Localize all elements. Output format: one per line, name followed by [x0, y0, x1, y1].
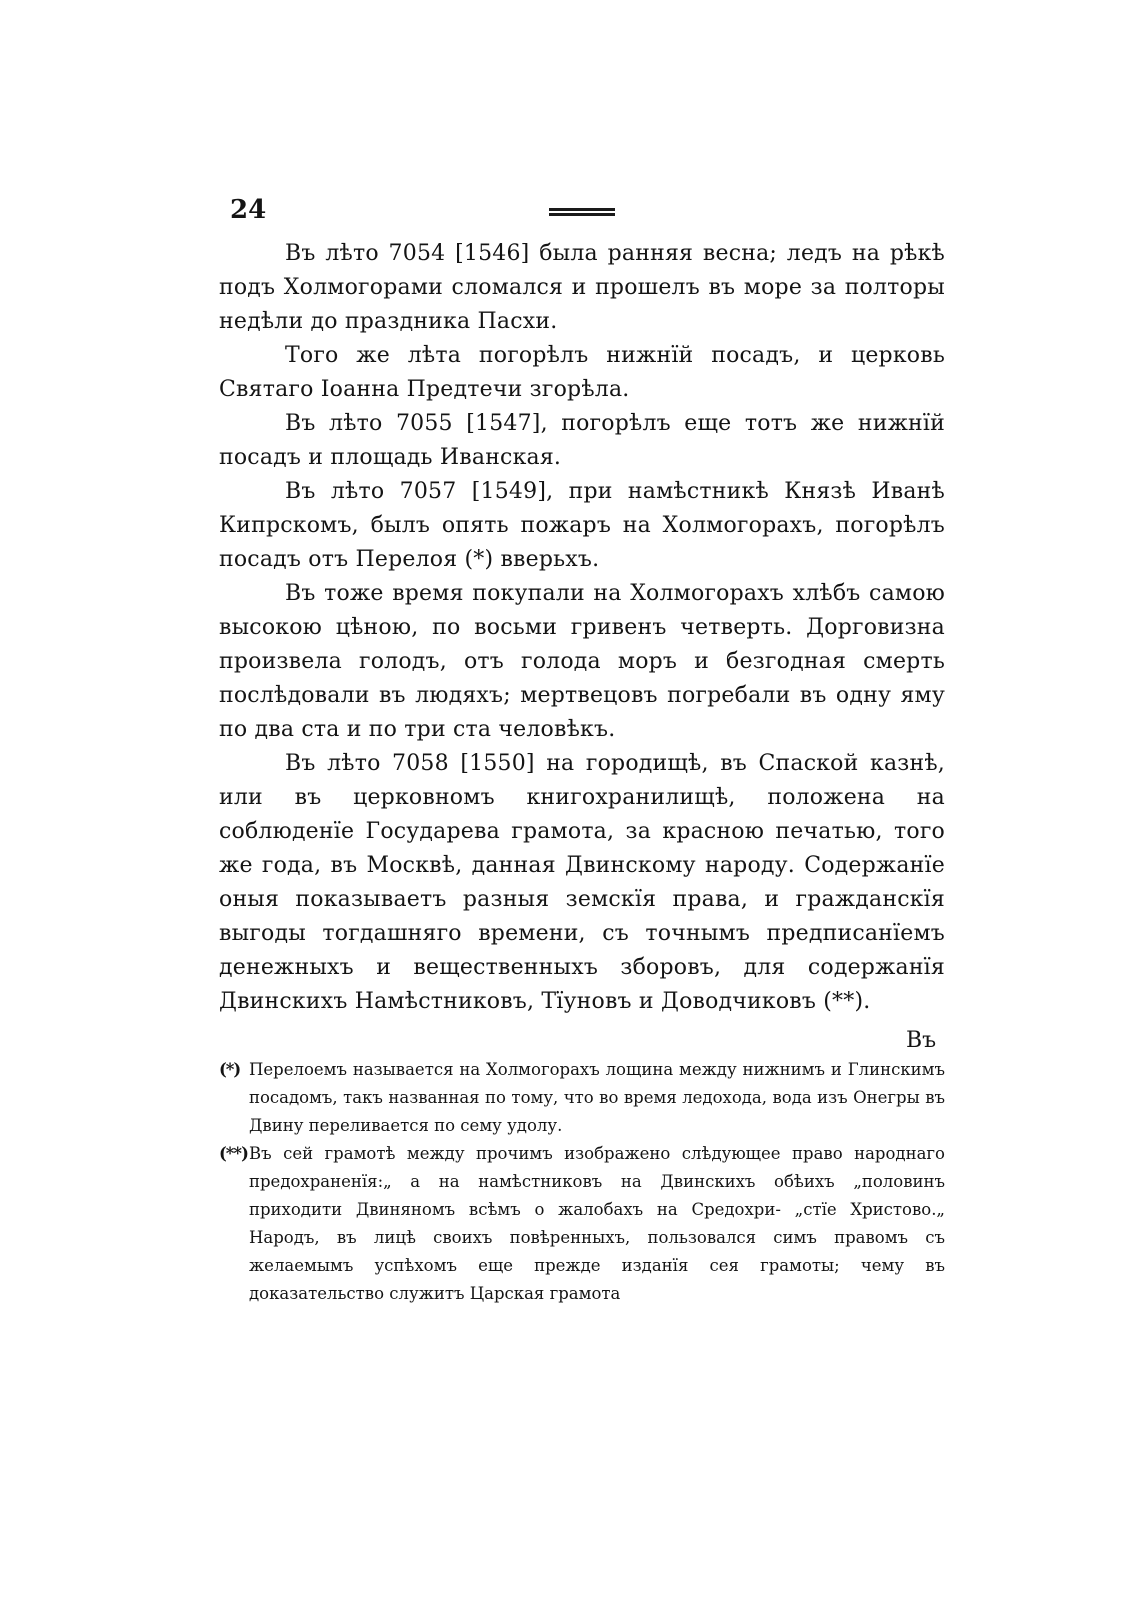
footnote: [219, 1140, 945, 1308]
footnote-text: Въ сей грамотѣ между прочимъ изображено слѣдующее право народнаго предохраненїя:„ а на намѣстниковъ на Двинскихъ обѣихъ „половинъ приходити Двиняномъ всѣмъ о жалобахъ на Средохри- „стїе Христово.„ Народъ, въ лицѣ своихъ повѣренныхъ, пользовался симъ правомъ съ желаемымъ успѣхомъ еще прежде изданїя сея грамоты; чему въ доказательство служитъ Царская грамота: [249, 1144, 945, 1303]
footnote: [219, 1056, 945, 1140]
header-rule: [549, 208, 615, 216]
paragraph: Въ лѣто 7057 [1549], при намѣстникѣ Князѣ Иванѣ Кипрскомъ, былъ опять пожаръ на Холмогорахъ, погорѣлъ посадъ отъ Перелоя (*) вверьхъ.: [219, 479, 945, 572]
main-text: [219, 237, 945, 1019]
footnote-mark: (*): [219, 1060, 241, 1079]
catchword: Въ: [906, 1028, 937, 1053]
footnote-mark: (**): [219, 1144, 248, 1163]
paragraph: Въ тоже время покупали на Холмогорахъ хлѣбъ самою высокою цѣною, по восьми гривенъ четверть. Дорговизна произвела голодъ, отъ голода моръ и безгодная смерть послѣдовали въ людяхъ; мертвецовъ погребали въ одну яму по два ста и по три ста человѣкъ.: [219, 581, 945, 742]
paragraph: Того же лѣта погорѣлъ нижнїй посадъ, и церковь Святаго Іоанна Предтечи згорѣла.: [219, 343, 945, 402]
footnote-text: Перелоемъ называется на Холмогорахъ лощина между нижнимъ и Глинскимъ посадомъ, такъ названная по тому, что во время ледохода, вода изъ Онегры въ Двину переливается по сему удолу.: [249, 1060, 945, 1135]
paragraph: Въ лѣто 7055 [1547], погорѣлъ еще тотъ же нижнїй посадъ и площадь Иванская.: [219, 411, 945, 470]
paragraph: Въ лѣто 7054 [1546] была ранняя весна; ледъ на рѣкѣ подъ Холмогорами сломался и прошелъ въ море за полторы недѣли до праздника Пасхи.: [219, 241, 945, 334]
paragraph: Въ лѣто 7058 [1550] на городищѣ, въ Спаской казнѣ, или въ церковномъ книгохранилищѣ, положена на соблюденїе Государева грамота, за красною печатью, того же года, въ Москвѣ, данная Двинскому народу. Содержанїе оныя показываетъ разныя земскїя права, и гражданскїя выгоды тогдашняго времени, съ точнымъ предписанїемъ денежныхъ и вещественныхъ зборовъ, для содержанїя Двинскихъ Намѣстниковъ, Тїуновъ и Доводчиковъ (**).: [219, 751, 945, 1014]
footnotes: [219, 1056, 945, 1308]
page-number: 24: [230, 195, 267, 225]
